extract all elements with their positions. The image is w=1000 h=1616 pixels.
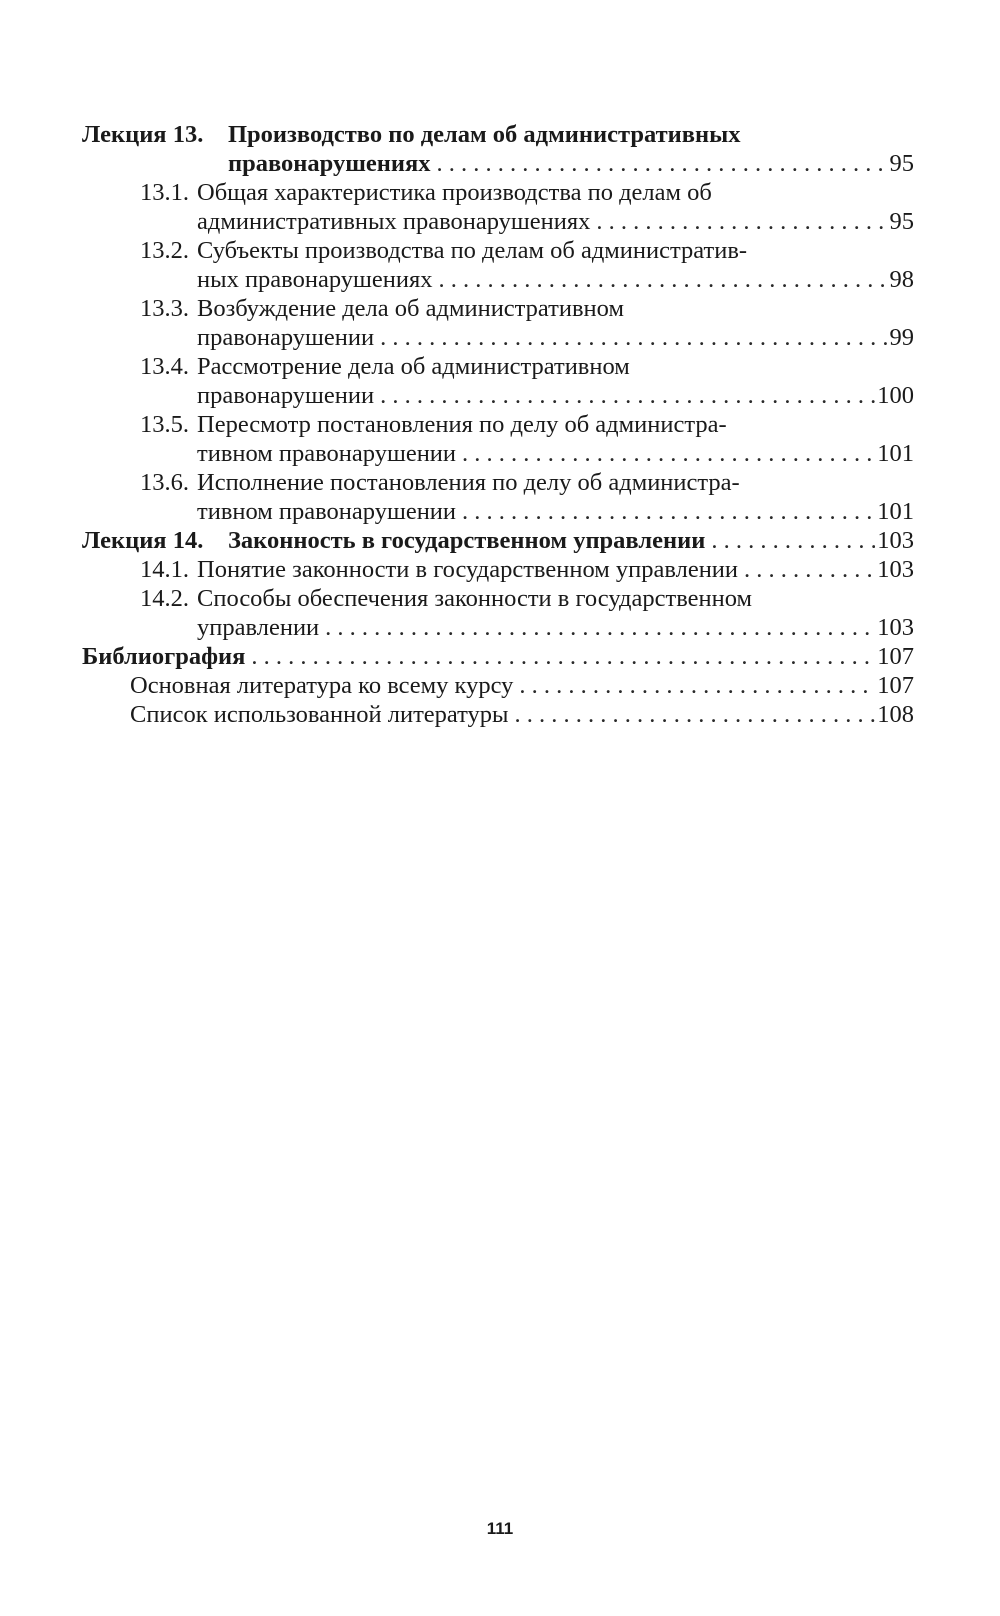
section-title-line2: тивном правонарушении: [197, 498, 457, 525]
toc-section-13-5[interactable]: [82, 410, 914, 468]
toc-section-13-4[interactable]: [82, 352, 914, 410]
section-title-line2: правонарушении: [197, 324, 375, 351]
page-ref: 101: [877, 440, 914, 467]
page-ref: 108: [877, 701, 914, 728]
lecture-number: Лекция 13.: [82, 121, 204, 148]
page-number: 111: [486, 1519, 514, 1538]
toc-section-13-1[interactable]: [82, 178, 914, 236]
bibliography-title: Библиография: [82, 643, 246, 670]
page-ref: 107: [877, 643, 914, 670]
section-title-line1: Общая характеристика производства по делам об: [197, 179, 712, 206]
section-title-line1: Исполнение постановления по делу об администра-: [197, 469, 740, 496]
toc-section-13-2[interactable]: [82, 236, 914, 294]
toc-section-13-3[interactable]: [82, 294, 914, 352]
bibliography-item-title: Список использованной литературы: [130, 701, 509, 728]
toc-lecture-14[interactable]: [82, 526, 914, 555]
section-title-line2: ных правонарушениях: [197, 266, 433, 293]
toc-bibliography-used[interactable]: [82, 700, 914, 729]
dot-leader: [325, 613, 875, 642]
section-number: 13.4.: [140, 353, 189, 380]
dot-leader: [251, 642, 875, 671]
dot-leader: [515, 700, 876, 729]
section-title-line1: Субъекты производства по делам об административ-: [197, 237, 748, 264]
page-ref: 101: [877, 498, 914, 525]
section-number: 13.2.: [140, 237, 189, 264]
lecture-number: Лекция 14.: [82, 527, 204, 554]
dot-leader: [462, 439, 875, 468]
section-number: 13.6.: [140, 469, 189, 496]
section-number: 13.1.: [140, 179, 189, 206]
section-title-line1: Пересмотр постановления по делу об администра-: [197, 411, 727, 438]
toc-section-13-6[interactable]: [82, 468, 914, 526]
section-title-line1: Понятие законности в государственном управлении: [197, 556, 739, 583]
section-title-line1: Рассмотрение дела об административном: [197, 353, 630, 380]
dot-leader: [462, 497, 875, 526]
page-ref: 95: [889, 150, 914, 177]
dot-leader: [744, 555, 875, 584]
lecture-title-line2: правонарушениях: [228, 150, 431, 177]
section-title-line1: Возбуждение дела об административном: [197, 295, 624, 322]
section-title-line2: правонарушении: [197, 382, 375, 409]
section-title-line2: тивном правонарушении: [197, 440, 457, 467]
bibliography-item-title: Основная литература ко всему курсу: [130, 672, 514, 699]
page-ref: 98: [889, 266, 914, 293]
section-title-line2: управлении: [197, 614, 320, 641]
dot-leader: [438, 265, 887, 294]
dot-leader: [380, 381, 875, 410]
toc-bibliography[interactable]: [82, 642, 914, 671]
page-ref: 100: [877, 382, 914, 409]
page-ref: 107: [877, 672, 914, 699]
dot-leader: [596, 207, 887, 236]
section-title-line2: административных правонарушениях: [197, 208, 591, 235]
toc-bibliography-main[interactable]: [82, 671, 914, 700]
toc-section-14-2[interactable]: [82, 584, 914, 642]
page-ref: 103: [877, 556, 914, 583]
page-ref: 95: [889, 208, 914, 235]
dot-leader: [519, 671, 875, 700]
lecture-title: Законность в государственном управлении: [228, 527, 706, 554]
page-ref: 99: [889, 324, 914, 351]
dot-leader: [437, 149, 888, 178]
toc-section-14-1[interactable]: [82, 555, 914, 584]
section-number: 13.5.: [140, 411, 189, 438]
dot-leader: [711, 526, 875, 555]
section-number: 14.2.: [140, 585, 189, 612]
section-number: 13.3.: [140, 295, 189, 322]
page-ref: 103: [877, 527, 914, 554]
dot-leader: [380, 323, 887, 352]
toc-lecture-13[interactable]: [82, 120, 914, 178]
table-of-contents: [82, 120, 914, 729]
section-number: 14.1.: [140, 556, 189, 583]
lecture-title-line1: Производство по делам об административных: [228, 121, 741, 148]
section-title-line1: Способы обеспечения законности в государственном: [197, 585, 753, 612]
page-ref: 103: [877, 614, 914, 641]
